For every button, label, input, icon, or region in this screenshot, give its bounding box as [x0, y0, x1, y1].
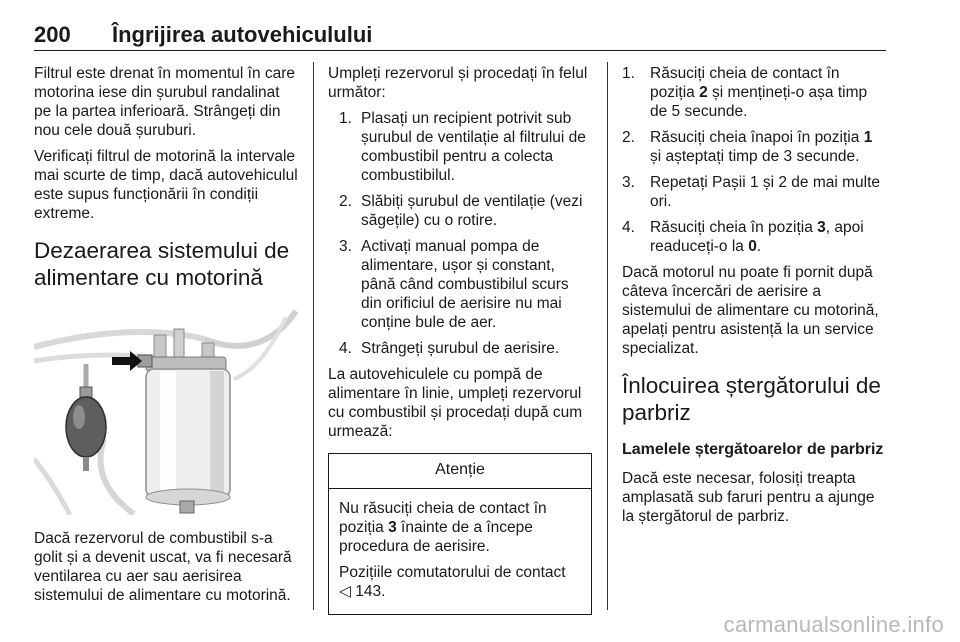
ignition-steps-list — [622, 64, 886, 256]
page-header — [34, 22, 886, 52]
list-item: 3. Repetați Pașii 1 și 2 de mai multe ori. — [622, 174, 881, 210]
callout-paragraph-2: Pozițiile comutatorului de contact ◁ 143. — [339, 564, 566, 600]
paragraph-filter-drained: Filtrul este drenat în momentul în care motorina iese din șurubul randalinat pe la partea inferioară. Strângeți din nou cele două șuruburi. — [34, 65, 296, 139]
list-item — [328, 237, 592, 332]
list-item: 4. Răsuciți cheia în poziția 3, apoi readuceți-o la 0. — [622, 219, 864, 255]
step-number: 3. — [622, 174, 635, 191]
column-2 — [328, 64, 592, 615]
step-number: 2. — [622, 129, 635, 146]
callout-body — [329, 489, 591, 614]
paragraph-use-step: Dacă este necesar, folosiți treapta amplasată sub faruri pentru a ajunge la ștergătorul de parbriz. — [622, 470, 875, 525]
page-reference-icon: ◁ — [339, 583, 351, 600]
paragraph-fill-tank: Umpleți rezervorul și procedați în felul următor: — [328, 65, 588, 101]
column-divider-2 — [607, 62, 608, 610]
fuel-filter-illustration — [34, 309, 298, 515]
page-number: 200 — [34, 22, 71, 47]
column-1 — [34, 64, 298, 612]
step-number: 1. — [339, 110, 352, 127]
paragraph-check-filter: Verificați filtrul de motorină la intervale mai scurte de timp, dacă autovehiculul este supus funcționării în condiții extreme. — [34, 148, 298, 222]
step-text: Plasați un recipient potrivit sub șurubul de ventilație al filtrului de combustibil pentru a colecta combustibilul. — [361, 110, 586, 184]
step-number: 1. — [622, 65, 635, 82]
list-item: 2. Răsuciți cheia înapoi în poziția 1 și așteptați timp de 3 secunde. — [622, 129, 873, 165]
step-text: Strângeți șurubul de aerisire. — [361, 340, 560, 357]
step-number: 2. — [339, 193, 352, 210]
step-text: Slăbiți șurubul de ventilație (vezi săgețile) cu o rotire. — [361, 193, 583, 229]
column-divider-1 — [313, 62, 314, 610]
watermark: carmanualsonline.info — [723, 612, 944, 637]
column-3 — [622, 64, 886, 533]
list-item — [328, 339, 592, 358]
running-title: Îngrijirea autovehiculului — [112, 22, 373, 47]
section-heading-wiper: Înlocuirea ștergătorului de parbriz — [622, 373, 881, 425]
paragraph-tank-empty: Dacă rezervorul de combustibil s-a golit și a devenit uscat, va fi necesară ventilarea cu aer sau aerisirea sistemului de alimentare cu motorină. — [34, 530, 292, 604]
list-item — [328, 192, 592, 230]
step-number: 3. — [339, 238, 352, 255]
page-reference[interactable]: 143. — [350, 583, 386, 600]
header-rule — [34, 50, 886, 51]
step-number: 4. — [339, 340, 352, 357]
callout-title: Atenție — [329, 454, 591, 489]
step-number: 4. — [622, 219, 635, 236]
subheading-wiper-blades: Lamelele ștergătoarelor de parbriz — [622, 441, 884, 458]
paragraph-engine-not-start: Dacă motorul nu poate fi pornit după câteva încercări de aerisire a sistemului de alimentare cu motorină, apelați pentru asistență la un service specializat. — [622, 264, 879, 357]
step-text: Activați manual pompa de alimentare, ușor și constant, până când combustibilul scurs din orificiul de aerisire nu mai conține bule de aer. — [361, 238, 569, 331]
list-item — [328, 109, 592, 185]
fuel-filter-diagram — [34, 309, 298, 515]
list-item: 1. Răsuciți cheia de contact în poziția 2 și mențineți-o așa timp de 5 secunde. — [622, 65, 868, 120]
bleeding-steps-list — [328, 109, 592, 358]
callout-paragraph-1: Nu răsuciți cheia de contact în poziția 3 înainte de a începe procedura de aerisire. — [339, 500, 547, 555]
warning-callout — [328, 453, 592, 615]
paragraph-inline-pump: La autovehiculele cu pompă de alimentare în linie, umpleți rezervorul cu combustibil și procedați după cum urmează: — [328, 366, 583, 440]
section-heading-bleeding: Dezaerarea sistemului de alimentare cu motorină — [34, 238, 290, 290]
